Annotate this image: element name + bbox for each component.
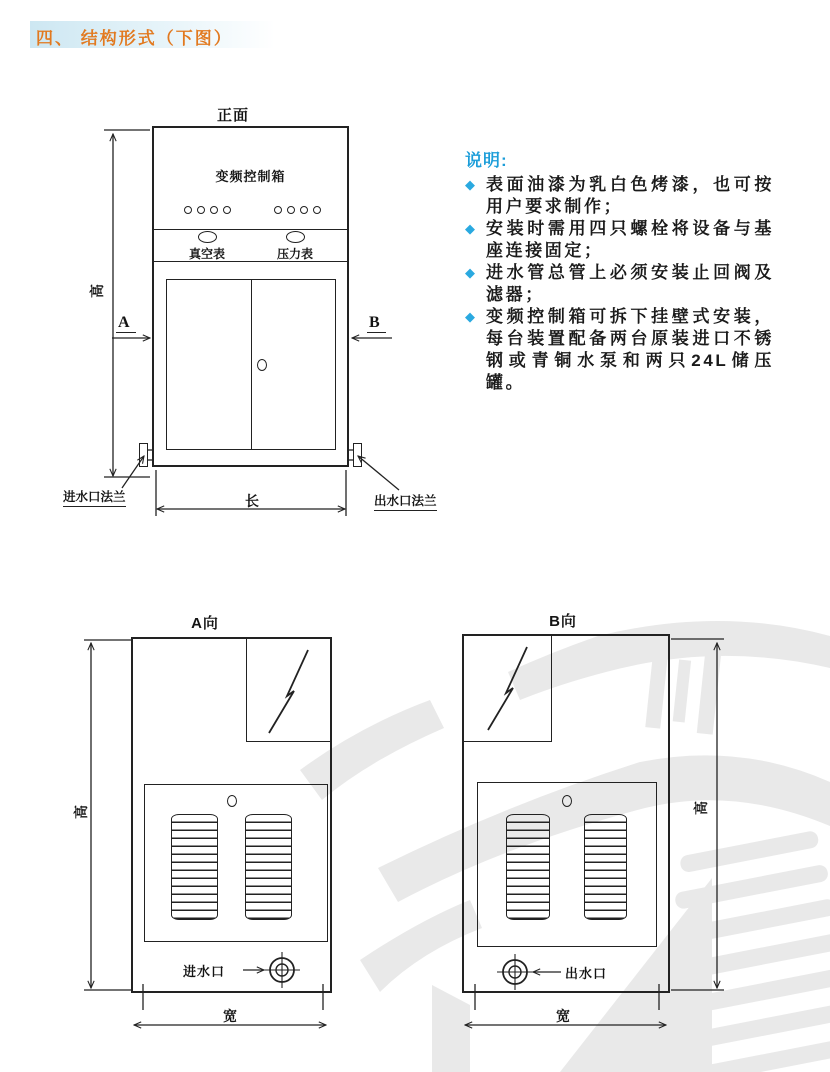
diamond-bullet-icon: ◆	[465, 309, 475, 324]
section-title: 四、 结构形式（下图）	[36, 29, 233, 48]
door-handle-icon	[257, 359, 267, 371]
diamond-bullet-icon: ◆	[465, 221, 475, 236]
front-view-title: 正面	[216, 107, 249, 124]
control-box-label: 变频控制箱	[215, 169, 286, 184]
note-text: 变频控制箱可拆下挂壁式安装，每台装置配备两台原装进口不锈钢或青铜水泵和两只24L储压罐。	[486, 307, 774, 392]
view-b-outlet-label: 出水口	[565, 966, 608, 981]
vacuum-gauge-icon	[198, 231, 217, 243]
notes-title: 说明:	[465, 151, 508, 170]
outlet-flange-label: 出水口法兰	[374, 491, 437, 511]
view-b-panel-knob-icon	[562, 795, 572, 807]
front-length-dim-label: 长	[245, 493, 259, 509]
indicator-light-icon	[210, 206, 218, 214]
note-item	[465, 262, 777, 306]
view-b-width-dim-label: 宽	[556, 1008, 570, 1024]
door-split-line	[251, 279, 252, 450]
note-item	[465, 218, 777, 262]
view-b-electric-box	[462, 634, 552, 742]
indicator-lights-right	[274, 206, 321, 214]
view-a-inlet-label: 进水口	[183, 964, 226, 979]
louver-grille-icon	[171, 814, 218, 920]
inlet-flange-icon	[139, 443, 148, 467]
note-item	[465, 306, 777, 394]
note-text: 进水管总管上必须安装止回阀及滤器；	[486, 263, 774, 304]
pressure-gauge-label: 压力表	[276, 247, 313, 261]
notes-panel	[465, 146, 777, 394]
note-text: 安装时需用四只螺栓将设备与基座连接固定；	[486, 219, 774, 260]
view-a-height-dim-label: 高	[73, 805, 89, 819]
diamond-bullet-icon: ◆	[465, 177, 475, 192]
view-a-title: A向	[191, 615, 219, 632]
note-item	[465, 174, 777, 218]
view-b-height-dim-label: 高	[693, 801, 709, 815]
note-text: 表面油漆为乳白色烤漆，也可按用户要求制作；	[486, 175, 774, 216]
view-b-title: B向	[549, 613, 577, 630]
louver-grille-icon	[506, 814, 550, 920]
diamond-bullet-icon: ◆	[465, 265, 475, 280]
outlet-flange-icon	[353, 443, 362, 467]
louver-grille-icon	[584, 814, 627, 920]
indicator-light-icon	[300, 206, 308, 214]
indicator-light-icon	[274, 206, 282, 214]
view-a-panel-knob-icon	[227, 795, 237, 807]
vacuum-gauge-label: 真空表	[188, 247, 225, 261]
indicator-light-icon	[287, 206, 295, 214]
front-panel-divider-line	[152, 229, 349, 230]
section-marker-a: A	[116, 314, 136, 333]
louver-grille-icon	[245, 814, 292, 920]
indicator-light-icon	[197, 206, 205, 214]
indicator-lights-left	[184, 206, 231, 214]
front-height-dim-label: 高	[89, 284, 105, 298]
indicator-light-icon	[223, 206, 231, 214]
inlet-flange-label: 进水口法兰	[63, 487, 126, 507]
section-marker-b: B	[367, 314, 386, 333]
view-a-width-dim-label: 宽	[223, 1008, 237, 1024]
view-a-electric-box	[246, 637, 332, 742]
indicator-light-icon	[184, 206, 192, 214]
indicator-light-icon	[313, 206, 321, 214]
pressure-gauge-icon	[286, 231, 305, 243]
